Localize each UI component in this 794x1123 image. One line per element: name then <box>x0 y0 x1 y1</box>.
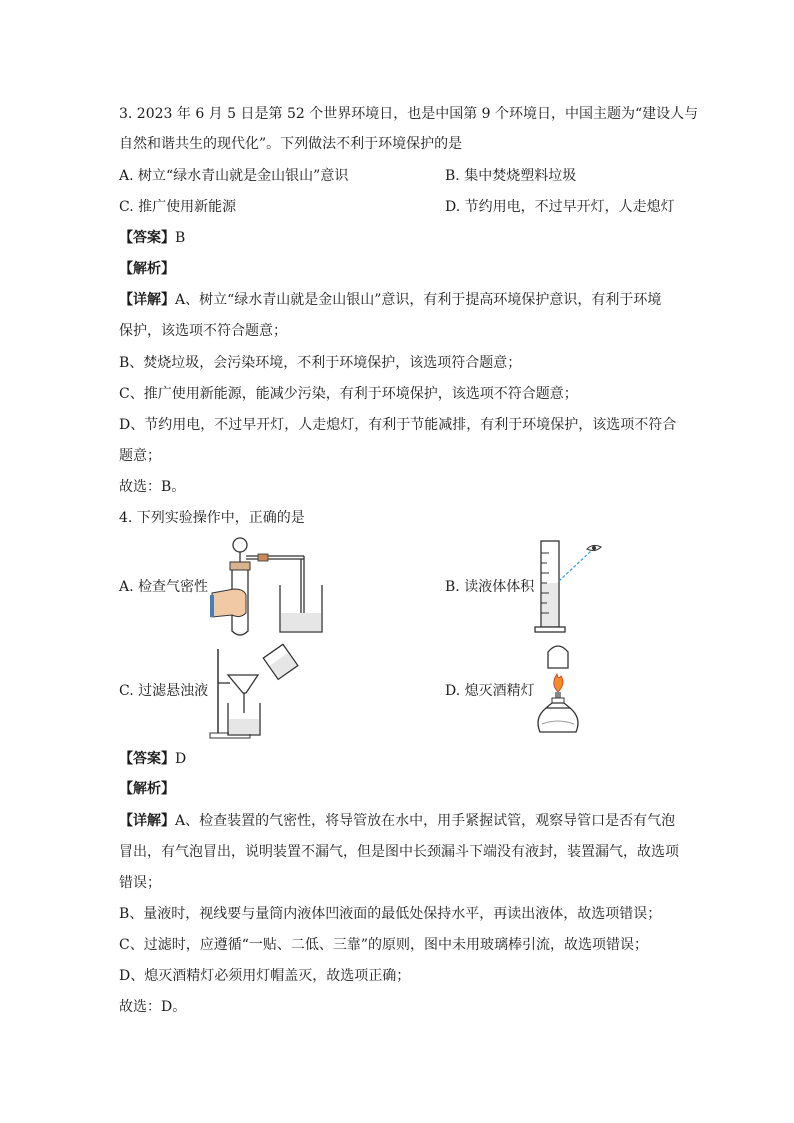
detail-tag: 【详解】 <box>119 813 175 829</box>
q3-answer-line <box>119 228 185 248</box>
q3-option-a: A. 树立“绿水青山就是金山银山”意识 <box>119 168 349 184</box>
q4-detail-line1 <box>119 811 675 831</box>
q4-detail-line2: 冒出，有气泡冒出，说明装置不漏气，但是图中长颈漏斗下端没有液封，装置漏气，故选项 <box>119 844 679 860</box>
q3-detail-line3: B、焚烧垃圾，会污染环境，不利于环境保护，该选项符合题意； <box>119 355 522 371</box>
answer-tag: 【答案】 <box>119 230 175 246</box>
q4-option-b: B. 读液体体积 <box>445 579 535 595</box>
q3-stem-line1: 3. 2023 年 6 月 5 日是第 52 个世界环境日，也是中国第 9 个环境日，中国主题为“建设人与 <box>119 106 699 122</box>
q3-detail-line5: D、节约用电，不过早开灯，人走熄灯，有利于节能减排，有利于环境保护，该选项不符合 <box>119 417 677 433</box>
q3-analysis-tag <box>119 259 175 279</box>
alcohol-lamp-figure <box>530 640 590 740</box>
q4-analysis-tag <box>119 779 175 799</box>
q4-detail-text1: A、检查装置的气密性，将导管放在水中，用手紧握试管，观察导管口是否有气泡 <box>175 813 676 829</box>
q3-answer-value: B <box>175 230 186 246</box>
q3-conclusion: 故选：B。 <box>119 479 186 495</box>
q3-option-b: B. 集中焚烧塑料垃圾 <box>445 168 577 184</box>
detail-tag: 【详解】 <box>119 292 175 308</box>
q3-option-d: D. 节约用电，不过早开灯，人走熄灯 <box>445 199 675 215</box>
q4-option-d: D. 熄灭酒精灯 <box>445 683 535 699</box>
q4-detail-line5: C、过滤时，应遵循“一贴、二低、三靠”的原则，图中未用玻璃棒引流，故选项错误； <box>119 937 649 953</box>
analysis-tag: 【解析】 <box>119 261 175 277</box>
q4-stem: 4. 下列实验操作中，正确的是 <box>119 510 305 526</box>
q4-option-c: C. 过滤悬浊液 <box>119 683 209 699</box>
q4-conclusion: 故选：D。 <box>119 999 187 1015</box>
q4-detail-line4: B、量液时，视线要与量筒内液体凹液面的最低处保持水平，再读出液体，故选项错误； <box>119 906 662 922</box>
answer-tag: 【答案】 <box>119 751 175 767</box>
filtration-figure <box>210 645 302 740</box>
airtightness-check-figure <box>210 535 330 640</box>
q3-detail-line6: 题意； <box>119 448 161 464</box>
q3-detail-line4: C、推广使用新能源，能减少污染，有利于环境保护，该选项不符合题意； <box>119 386 578 402</box>
q4-answer-value: D <box>175 751 187 767</box>
q4-answer-line <box>119 749 186 769</box>
graduated-cylinder-figure <box>535 537 605 635</box>
q3-stem-line2: 自然和谐共生的现代化”。下列做法不利于环境保护的是 <box>119 136 463 152</box>
q4-option-a: A. 检查气密性 <box>119 579 209 595</box>
q3-option-c: C. 推广使用新能源 <box>119 199 237 215</box>
q3-detail-text1: A、树立“绿水青山就是金山银山”意识，有利于提高环境保护意识，有利于环境 <box>175 292 662 308</box>
q3-detail-line1 <box>119 290 661 310</box>
q4-detail-line6: D、熄灭酒精灯必须用灯帽盖灭，故选项正确； <box>119 968 411 984</box>
analysis-tag: 【解析】 <box>119 781 175 797</box>
q4-detail-line3: 错误； <box>119 875 161 891</box>
q3-detail-line2: 保护，该选项不符合题意； <box>119 323 287 339</box>
